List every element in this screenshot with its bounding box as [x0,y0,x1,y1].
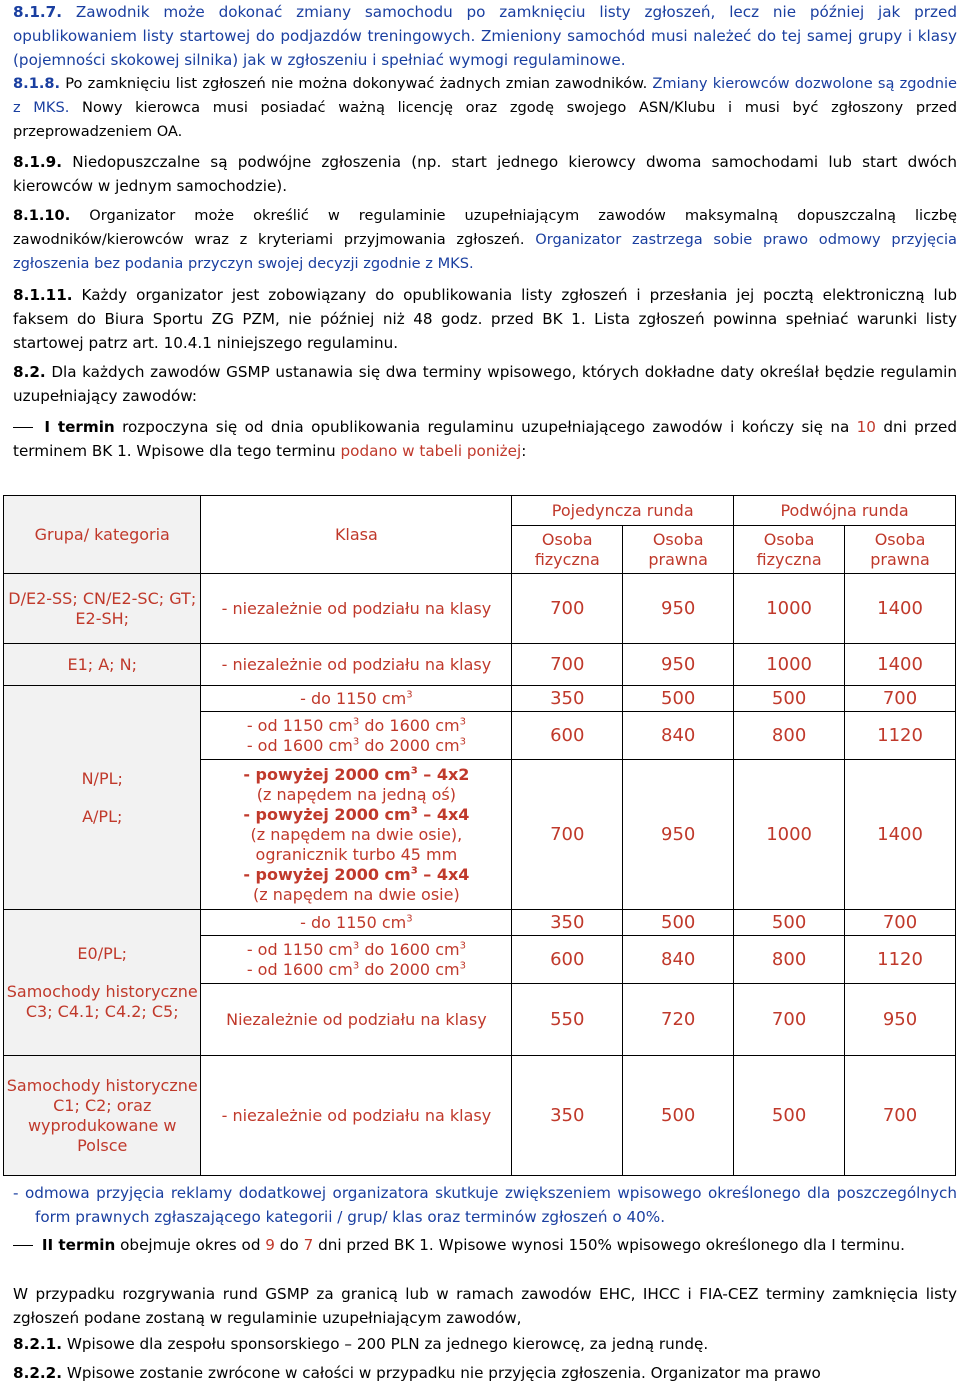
group-npl: N/PL; [81,768,123,788]
header-physical-person: Osoba fizyczna [512,526,623,574]
fee-cell: 500 [623,686,734,712]
fee-cell: 720 [623,984,734,1056]
paragraph-text: Nowy kierowca musi posiadać ważną licencję oraz zgodę swojego ASN/Klubu i musi być zgłoszony przed przeprowadzeniem OA. [13,99,957,140]
fee-cell: 800 [734,936,845,984]
group-cell: D/E2-SS; CN/E2-SC; GT; E2-SH; [4,574,201,644]
fee-cell: 840 [623,712,734,760]
refusal-note [13,1181,957,1229]
paragraph-text: Każdy organizator jest zobowiązany do opublikowania listy zgłoszeń i przesłania jej pocztą elektroniczną lub faksem do Biura Sportu ZG PZM, nie później niż 48 godz. przed BK 1. Lista zgłoszeń powinna spełniać warunki listy startowej patrz art. 10.4.1 niniejszego regulaminu. [13,286,958,352]
paragraph-text: Organizator zastrzega sobie prawo odmowy przyjęcia zgłoszenia bez podania przyczyn swojej decyzji zgodnie z MKS. [13,231,957,272]
class-cell: - niezależnie od podziału na klasy [201,1056,512,1176]
table-reference: podano w tabeli poniżej [340,442,522,460]
header-legal-person: Osoba prawna [845,526,956,574]
table-row [4,686,956,712]
fee-cell: 950 [623,574,734,644]
section-number: 8.2.1. [13,1335,63,1353]
paragraph-text: Zawodnik może dokonać zmiany samochodu po zamknięciu listy zgłoszeń, lecz nie później jak przed opublikowaniem listy startowej do podjazdów treningowych. Zmieniony samochód musi należeć do tej samej grupy i klasy (pojemności skokowej silnika) jak w zgłoszeniu i spełniać wymogi regulaminowe. [13,3,958,69]
fee-cell: 350 [512,910,623,936]
fee-cell: 1400 [845,644,956,686]
fee-cell: 1400 [845,760,956,910]
section-number: 8.1.11. [13,286,73,304]
paragraph-text: Niedopuszczalne są podwójne zgłoszenia (np. start jednego kierowcy dwoma samochodami lub start dwóch kierowców w jednym samochodzie). [13,153,958,195]
paragraph-8-1-10 [13,204,957,276]
term-text: dni przed terminem BK 1. Wpisowe dla tego terminu [13,418,957,460]
section-number: 8.2. [13,363,46,381]
fee-cell: 700 [734,984,845,1056]
table-row [4,644,956,686]
group-apl: A/PL; [82,806,123,826]
term-text: rozpoczyna się od dnia opublikowania regulaminu uzupełniającego zawodów i kończy się na [122,418,850,436]
class-cell: - od 1150 $cm^3$ do 1600 $cm^3$ - od 1600 $cm^3$ do 2000 $cm^3$ [201,936,512,984]
fee-cell: 950 [845,984,956,1056]
fee-cell: 1000 [734,644,845,686]
group-e0pl: E0/PL; [77,943,128,963]
header-legal-person: Osoba prawna [623,526,734,574]
section-number: 8.1.8. [13,75,61,92]
group-cell [4,910,201,1056]
paragraph-8-1-7 [13,0,957,72]
section-number: 8.1.7. [13,3,63,21]
fee-cell: 700 [512,644,623,686]
fee-cell: 700 [845,686,956,712]
paragraph-text: Zmiany kierowców dozwolone są zgodnie z MKS. [13,75,957,116]
header-group: Grupa/ kategoria [4,496,201,574]
term-days: 10 [856,418,876,436]
group-cell: Samochody historyczne C1; C2; oraz wyprodukowane w Polsce [4,1056,201,1176]
refusal-text: - odmowa przyjęcia reklamy dodatkowej organizatora skutkuje zwiększeniem wpisowego określonego dla poszczególnych form prawnych zgłaszającego kategorii / grup/ klas oraz terminów zgłoszeń o 40%. [13,1184,957,1226]
group-historic-c3: Samochody historyczne C3; C4.1; C4.2; C5; [6,981,198,1021]
term-2-paragraph [13,1233,957,1257]
fee-cell: 500 [734,1056,845,1176]
fee-cell: 700 [512,760,623,910]
paragraph-text: Wpisowe zostanie zwrócone w całości w przypadku nie przyjęcia zgłoszenia. Organizator ma prawo [66,1364,821,1382]
paragraph-text: Organizator może określić w regulaminie uzupełniającym zawodów maksymalną dopuszczalną liczbę zawodników/kierowców wraz z kryteriami przyjmowania zgłoszeń. [13,207,957,248]
dash-bullet-icon [13,427,33,428]
table-row [4,574,956,644]
fee-cell: 1120 [845,936,956,984]
header-physical-person: Osoba fizyczna [734,526,845,574]
term-label: I termin [44,418,115,436]
fee-cell: 1400 [845,574,956,644]
class-cell: - powyżej 2000 $cm^3 - 4x2$ (z napędem na jedną oś) - powyżej 2000 $cm^3 - 4x4$ (z napędem na dwie osie), ogranicznik turbo 45 mm - powyżej 2000 $cm^3 - 4x4$ (z napędem na dwie osie) [201,760,512,910]
fee-cell: 350 [512,686,623,712]
fee-cell: 700 [512,574,623,644]
term-day-to: 7 [303,1236,314,1254]
paragraph-8-1-8 [13,72,957,144]
fee-cell: 500 [623,1056,734,1176]
table-row [4,910,956,936]
paragraph-8-1-9 [13,150,957,198]
header-class: Klasa [201,496,512,574]
abroad-text: W przypadku rozgrywania rund GSMP za granicą lub w ramach zawodów EHC, IHCC i FIA-CEZ terminy zamknięcia listy zgłoszeń podane zostaną w regulaminie uzupełniającym zawodów, [13,1285,957,1327]
term-day-from: 9 [265,1236,275,1254]
class-cell: - do 1150 $cm^3$ [201,686,512,712]
fee-cell: 600 [512,712,623,760]
table-row [4,1056,956,1176]
class-cell: - niezależnie od podziału na klasy [201,574,512,644]
header-single-round: Pojedyncza runda [512,496,734,526]
entry-fee-table [3,495,956,1176]
class-cell: - niezależnie od podziału na klasy [201,644,512,686]
dash-bullet-icon [13,1245,33,1246]
fee-cell: 840 [623,936,734,984]
fee-cell: 700 [845,910,956,936]
fee-cell: 500 [734,910,845,936]
paragraph-8-1-11 [13,283,957,355]
term-text: obejmuje okres od [120,1236,261,1254]
term-text: do [279,1236,299,1254]
class-cell: Niezależnie od podziału na klasy [201,984,512,1056]
section-number: 8.1.10. [13,207,71,224]
fee-cell: 600 [512,936,623,984]
term-label: II termin [41,1236,116,1254]
fee-cell: 500 [623,910,734,936]
group-cell: E1; A; N; [4,644,201,686]
header-double-round: Podwójna runda [734,496,956,526]
section-number: 8.2.2. [13,1364,63,1382]
fee-cell: 500 [734,686,845,712]
term-text: dni przed BK 1. Wpisowe wynosi 150% wpisowego określonego dla I terminu. [318,1236,905,1254]
fee-cell: 1000 [734,760,845,910]
class-cell: - do 1150 $cm^3$ [201,910,512,936]
fee-cell: 1000 [734,574,845,644]
fee-cell: 700 [845,1056,956,1176]
group-cell [4,686,201,910]
fee-cell: 950 [623,644,734,686]
paragraph-8-2-1 [13,1332,957,1356]
abroad-paragraph [13,1282,957,1330]
fee-cell: 800 [734,712,845,760]
fee-cell: 350 [512,1056,623,1176]
term-colon: : [521,442,527,460]
term-1-paragraph [13,415,957,463]
paragraph-8-2 [13,360,957,408]
class-cell: - od 1150 $cm^3$ do 1600 $cm^3$ - od 1600 $cm^3$ do 2000 $cm^3$ [201,712,512,760]
fee-cell: 950 [623,760,734,910]
fee-cell: 550 [512,984,623,1056]
paragraph-text: Wpisowe dla zespołu sponsorskiego – 200 PLN za jednego kierowcę, za jedną rundę. [66,1335,709,1353]
fee-cell: 1120 [845,712,956,760]
section-number: 8.1.9. [13,153,63,171]
paragraph-text: Po zamknięciu list zgłoszeń nie można dokonywać żadnych zmian zawodników. [65,75,648,92]
paragraph-text: Dla każdych zawodów GSMP ustanawia się dwa terminy wpisowego, których dokładne daty określał będzie regulamin uzupełniający zawodów: [13,363,957,405]
paragraph-8-2-2 [13,1361,957,1385]
